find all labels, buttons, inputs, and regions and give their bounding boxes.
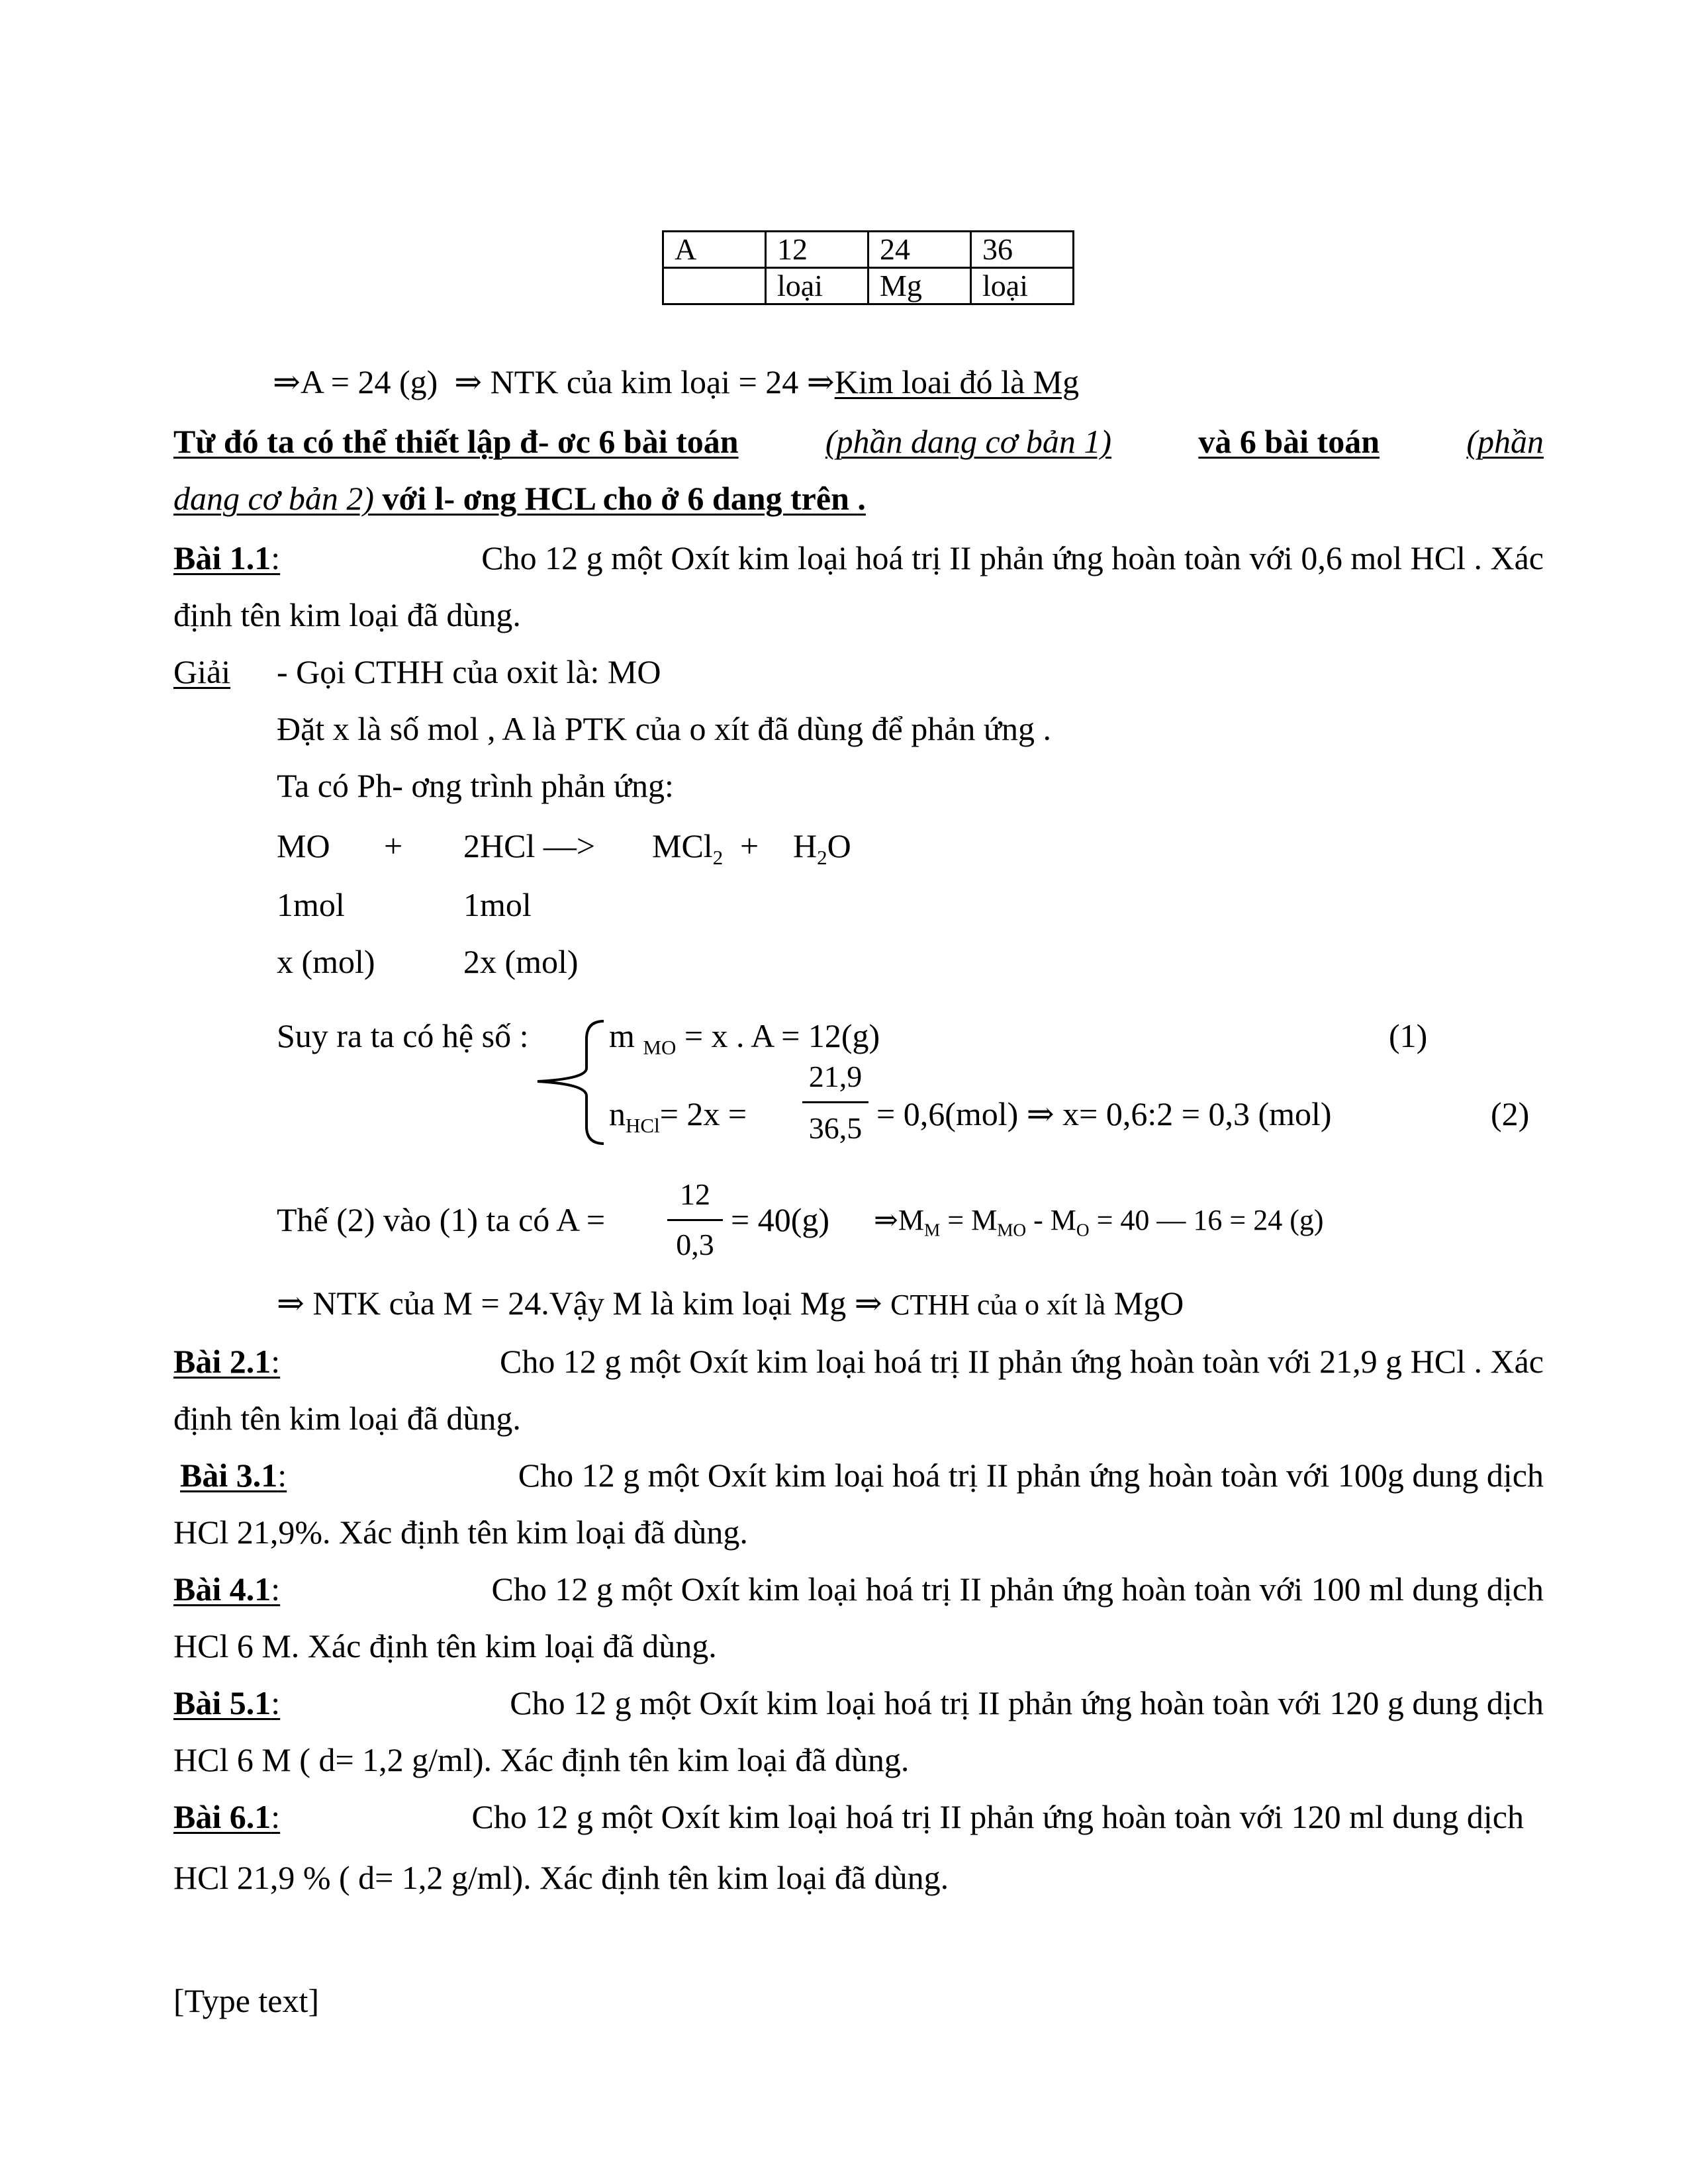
metal-conclusion: Kim loai đó là Mg bbox=[834, 363, 1080, 400]
problem-label: Bài 4.1 bbox=[173, 1570, 271, 1608]
eq-subscript: 2 bbox=[712, 845, 724, 869]
system-eq-2-right: = 0,6(mol) ⇒ x= 0,6:2 = 0,3 (mol) bbox=[876, 1095, 1332, 1132]
mol-row-1a: 1mol bbox=[277, 886, 345, 923]
problem-3-1-line-2: HCl 21,9%. Xác định tên kim loại đã dùng. bbox=[173, 1514, 748, 1551]
table-cell: A bbox=[663, 232, 766, 268]
eq-text: = 40 — 16 = 24 (g) bbox=[1089, 1204, 1324, 1236]
problem-2-1-line-1 bbox=[173, 1345, 1544, 1378]
solution-line: - Gọi CTHH của oxit là: MO bbox=[277, 653, 661, 690]
intro-text: . bbox=[857, 480, 866, 517]
problem-6-1-line-2: HCl 21,9 % ( d= 1,2 g/ml). Xác định tên kim loại đã dùng. bbox=[173, 1859, 949, 1896]
eq-plus: + bbox=[740, 827, 759, 864]
eq-subscript: HCl bbox=[626, 1113, 660, 1137]
mol-row-1b: 1mol bbox=[463, 886, 532, 923]
problem-6-1-line-1 bbox=[173, 1800, 1524, 1833]
problem-label: Bài 5.1 bbox=[173, 1684, 271, 1721]
problem-colon: : bbox=[271, 1570, 281, 1608]
footer-placeholder: [Type text] bbox=[173, 1982, 320, 2019]
suy-ra-text: Suy ra ta có hệ số : bbox=[277, 1017, 529, 1054]
table-cell: 36 bbox=[971, 232, 1074, 268]
eq-text: O bbox=[827, 827, 851, 864]
problem-colon: : bbox=[271, 1684, 281, 1721]
problem-text: Cho 12 g một Oxít kim loại hoá trị II phản ứng hoàn toàn với 120 ml dung dịch bbox=[471, 1798, 1524, 1835]
problem-4-1-line-2: HCl 6 M. Xác định tên kim loại đã dùng. bbox=[173, 1627, 717, 1664]
a-equation: A = 24 (g) bbox=[300, 363, 438, 400]
solution-line: Đặt x là số mol , A là PTK của o xít đã dùng để phản ứng . bbox=[277, 710, 1051, 747]
implies-arrow: ⇒ bbox=[806, 363, 835, 400]
eq-text: ⇒M bbox=[874, 1204, 924, 1236]
problem-4-1-line-1 bbox=[173, 1572, 1544, 1606]
table-cell: 24 bbox=[868, 232, 971, 268]
problem-colon: : bbox=[271, 1798, 281, 1835]
problem-text: Cho 12 g một Oxít kim loại hoá trị II phản ứng hoàn toàn với 100g dung dịch bbox=[518, 1457, 1544, 1494]
fraction-12-over-0-3 bbox=[667, 1179, 723, 1263]
eq-text: - M bbox=[1026, 1204, 1076, 1236]
eq-number-2: (2) bbox=[1491, 1095, 1530, 1132]
eq-reactant-mo: MO bbox=[277, 827, 330, 864]
eq-subscript: O bbox=[1076, 1220, 1090, 1240]
problem-label: Bài 2.1 bbox=[173, 1343, 271, 1380]
eq-plus: + bbox=[384, 827, 403, 864]
problem-text: Cho 12 g một Oxít kim loại hoá trị II phản ứng hoàn toàn với 21,9 g HCl . Xác bbox=[500, 1343, 1544, 1380]
eq-text: = x . A = 12(g) bbox=[684, 1017, 880, 1054]
conclusion-text: ⇒ NTK của M = 24.Vậy M là kim loại Mg ⇒ bbox=[277, 1285, 882, 1322]
intro-text: dang cơ bản 2) bbox=[173, 480, 375, 517]
conclusion-text: MgO bbox=[1113, 1285, 1184, 1322]
problem-colon: : bbox=[277, 1457, 287, 1494]
eq-text: H bbox=[793, 827, 818, 864]
intro-text: Từ đó ta có thể thiết lập đ- ơc 6 bài toán bbox=[173, 423, 739, 460]
fraction-bar bbox=[802, 1101, 868, 1103]
problem-colon: : bbox=[271, 539, 281, 576]
molar-mass-line bbox=[874, 1204, 1324, 1240]
fraction-21-9-over-36-5 bbox=[802, 1062, 868, 1148]
substitution-result: = 40(g) bbox=[731, 1201, 829, 1238]
eq-reactant-hcl: 2HCl —> bbox=[463, 827, 596, 864]
fraction-denominator: 0,3 bbox=[676, 1228, 714, 1261]
implies-arrow: ⇒ bbox=[454, 363, 483, 400]
table-cell: 12 bbox=[766, 232, 868, 268]
eq-text: n bbox=[609, 1095, 626, 1132]
fraction-numerator: 21,9 bbox=[808, 1060, 863, 1093]
solution-line: Ta có Ph- ơng trình phản ứng: bbox=[277, 767, 674, 804]
conclusion-text: CTHH của o xít là bbox=[890, 1289, 1106, 1321]
table-cell: loại bbox=[971, 268, 1074, 304]
eq-subscript: M bbox=[924, 1220, 941, 1240]
eq-subscript: MO bbox=[997, 1220, 1027, 1240]
mol-row-xa: x (mol) bbox=[277, 943, 375, 980]
table-cell: Mg bbox=[868, 268, 971, 304]
substitution-text: Thế (2) vào (1) ta có A = bbox=[277, 1201, 606, 1238]
ntk-text: NTK của kim loại = 24 bbox=[490, 363, 799, 400]
intro-text: (phần dang cơ bản 1) bbox=[825, 423, 1112, 460]
final-conclusion bbox=[277, 1287, 1184, 1320]
eq-text: = 2x = bbox=[659, 1095, 747, 1132]
table-cell: loại bbox=[766, 268, 868, 304]
eq-number-1: (1) bbox=[1389, 1017, 1428, 1054]
intro-text: với l- ơng HCL cho ở 6 dang trên bbox=[382, 480, 849, 517]
implies-arrow: ⇒ bbox=[273, 363, 301, 400]
problem-colon: : bbox=[271, 1343, 281, 1380]
intro-text: và 6 bài toán bbox=[1198, 423, 1380, 460]
intro-text: (phần bbox=[1466, 423, 1544, 460]
problem-label: Bài 6.1 bbox=[173, 1798, 271, 1835]
eq-subscript: MO bbox=[643, 1035, 677, 1059]
problem-label: Bài 3.1 bbox=[180, 1457, 278, 1494]
eq-text: MCl bbox=[652, 827, 713, 864]
fraction-bar bbox=[667, 1219, 723, 1221]
problem-label: Bài 1.1 bbox=[173, 539, 271, 576]
problem-text: Cho 12 g một Oxít kim loại hoá trị II phản ứng hoàn toàn với 0,6 mol HCl . Xác bbox=[481, 539, 1544, 576]
fraction-numerator: 12 bbox=[680, 1177, 710, 1211]
system-eq-1 bbox=[609, 1017, 880, 1059]
problem-5-1-line-1 bbox=[173, 1686, 1544, 1719]
problem-text: Cho 12 g một Oxít kim loại hoá trị II phản ứng hoàn toàn với 100 ml dung dịch bbox=[491, 1570, 1544, 1608]
eq-text: = M bbox=[940, 1204, 998, 1236]
mol-row-xb: 2x (mol) bbox=[463, 943, 579, 980]
problem-text: Cho 12 g một Oxít kim loại hoá trị II phản ứng hoàn toàn với 120 g dung dịch bbox=[510, 1684, 1544, 1721]
fraction-denominator: 36,5 bbox=[808, 1111, 863, 1145]
problem-5-1-line-2: HCl 6 M ( d= 1,2 g/ml). Xác định tên kim loại đã dùng. bbox=[173, 1741, 910, 1778]
problem-2-1-line-2: định tên kim loại đã dùng. bbox=[173, 1400, 521, 1437]
problem-1-1-line-2: định tên kim loại đã dùng. bbox=[173, 596, 521, 633]
eq-text: m bbox=[609, 1017, 635, 1054]
system-eq-2-left bbox=[609, 1095, 747, 1137]
problem-3-1-line-1 bbox=[180, 1459, 1544, 1492]
solution-heading: Giải bbox=[173, 653, 231, 690]
eq-subscript: 2 bbox=[817, 845, 827, 869]
